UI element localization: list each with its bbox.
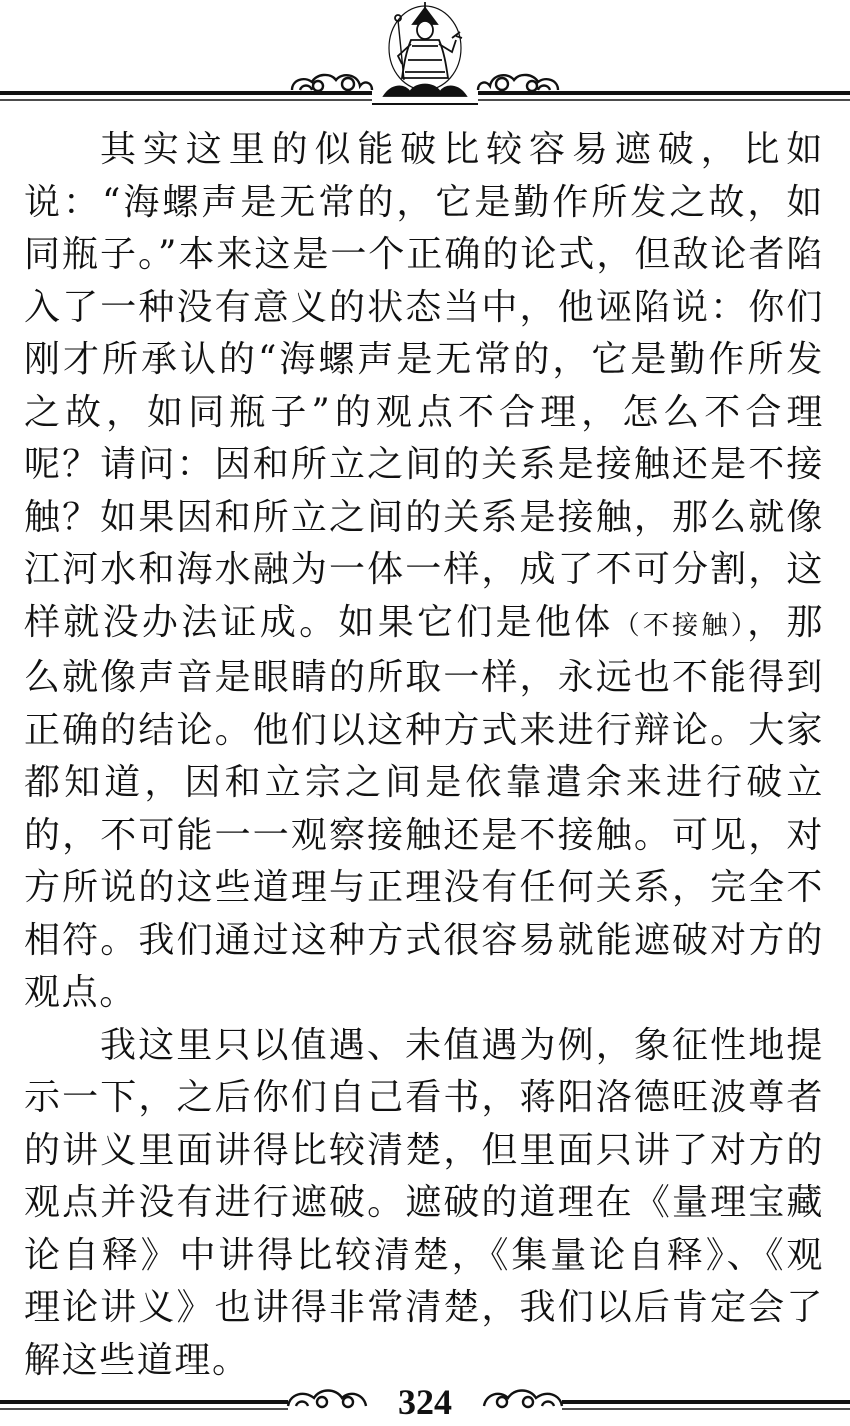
page-number: 324 xyxy=(398,1382,452,1422)
paragraph-1-text: 其实这里的似能破比较容易遮破，比如说：“海螺声是无常的，它是勤作所发之故，如同瓶子。”本来这是一个正确的论式，但敌论者陷入了一种没有意义的状态当中，他诬陷说：你们刚才所承认的“海螺声是无常的，它是勤作所发之故，如同瓶子”的观点不合理，怎么不合理呢？请问：因和所立之间的关系是接触还是不接触？如果因和所立之间的关系是接触，那么就像江河水和海水融为一体一样，成了不可分割，这样就没办法证成。如果它们是他体 xyxy=(24,129,824,643)
header-ornament xyxy=(0,0,850,112)
paragraph-1-note: （不接触） xyxy=(613,610,748,641)
paragraph-1 xyxy=(24,124,824,1020)
page-header xyxy=(0,0,850,112)
page-footer xyxy=(0,1378,850,1426)
paragraph-2 xyxy=(24,1020,824,1388)
paragraph-2-text: 我这里只以值遇、未值遇为例，象征性地提示一下，之后你们自己看书，蒋阳洛德旺波尊者的讲义里面讲得比较清楚，但里面只讲了对方的观点并没有进行遮破。遮破的道理在《量理宝藏论自释》中讲得比较清楚，《集量论自释》、《观理论讲义》也讲得非常清楚，我们以后肯定会了解这些道理。 xyxy=(24,1024,824,1381)
cloud-scroll-footer-left-icon xyxy=(288,1391,366,1408)
cloud-scroll-footer-right-icon xyxy=(484,1391,562,1408)
cloud-scroll-right-icon xyxy=(478,75,558,91)
guru-rinpoche-figure-icon xyxy=(380,2,470,104)
page-body xyxy=(24,124,824,1387)
cloud-scroll-left-icon xyxy=(292,75,372,91)
paragraph-1-text-after: ，那么就像声音是眼睛的所取一样，永远也不能得到正确的结论。他们以这种方式来进行辩论。大家都知道，因和立宗之间是依靠遣余来进行破立的，不可能一一观察接触还是不接触。可见，对方所说的这些道理与正理没有任何关系，完全不相符。我们通过这种方式很容易就能遮破对方的观点。 xyxy=(24,601,824,1013)
